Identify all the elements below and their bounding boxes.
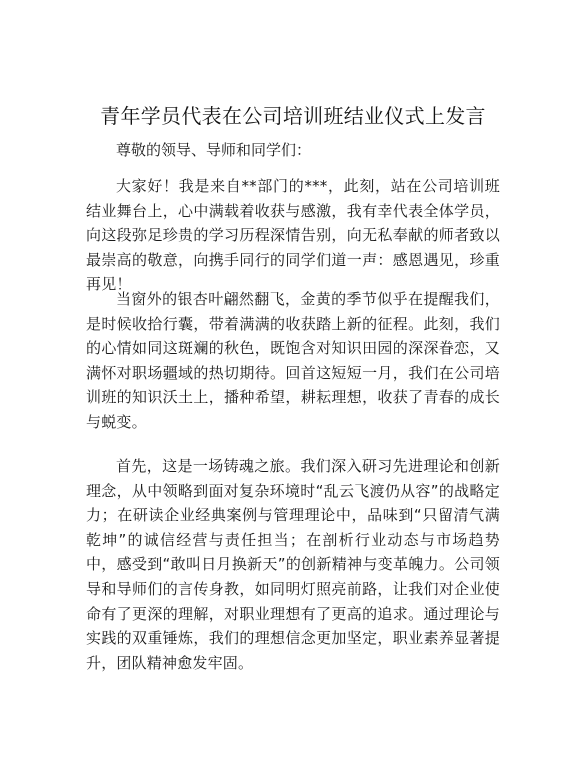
paragraph-autumn [86, 287, 500, 435]
paragraph-text: 大家好！我是来自**部门的***，此刻，站在公司培训班结业舞台上，心中满载着收获与感激，我有幸代表全体学员，向这段弥足珍贵的学习历程深情告别，向无私奉献的师者致以最崇高的敬意，向携手同行的同学们道一声：感恩遇见，珍重再见！ [86, 177, 500, 294]
paragraph-first [86, 454, 500, 675]
paragraph-text: 首先，这是一场铸魂之旅。我们深入研习先进理论和创新理念，从中领略到面对复杂环境时“乱云飞渡仍从容”的战略定力；在研读企业经典案例与管理理论中，品味到“只留清气满乾坤”的诚信经营与责任担当；在剖析行业动态与市场趋势中，感受到“敢叫日月换新天”的创新精神与变革魄力。公司领导和导师们的言传身教，如同明灯照亮前路，让我们对企业使命有了更深的理解，对职业理想有了更高的追求。通过理论与实践的双重锤炼，我们的理想信念更加坚定，职业素养显著提升，团队精神愈发牢固。 [86, 457, 500, 672]
paragraph-greeting [86, 174, 500, 297]
salutation: 尊敬的领导、导师和同学们： [116, 141, 312, 159]
paragraph-text: 当窗外的银杏叶翩然翻飞，金黄的季节似乎在提醒我们，是时候收拾行囊，带着满满的收获踏上新的征程。此刻，我们的心情如同这斑斓的秋色，既饱含对知识田园的深深眷恋，又满怀对职场疆域的热切期待。回首这短短一月，我们在公司培训班的知识沃土上，播种希望，耕耘理想，收获了青春的成长与蜕变。 [86, 290, 500, 431]
document-title: 青年学员代表在公司培训班结业仪式上发言 [100, 104, 486, 128]
